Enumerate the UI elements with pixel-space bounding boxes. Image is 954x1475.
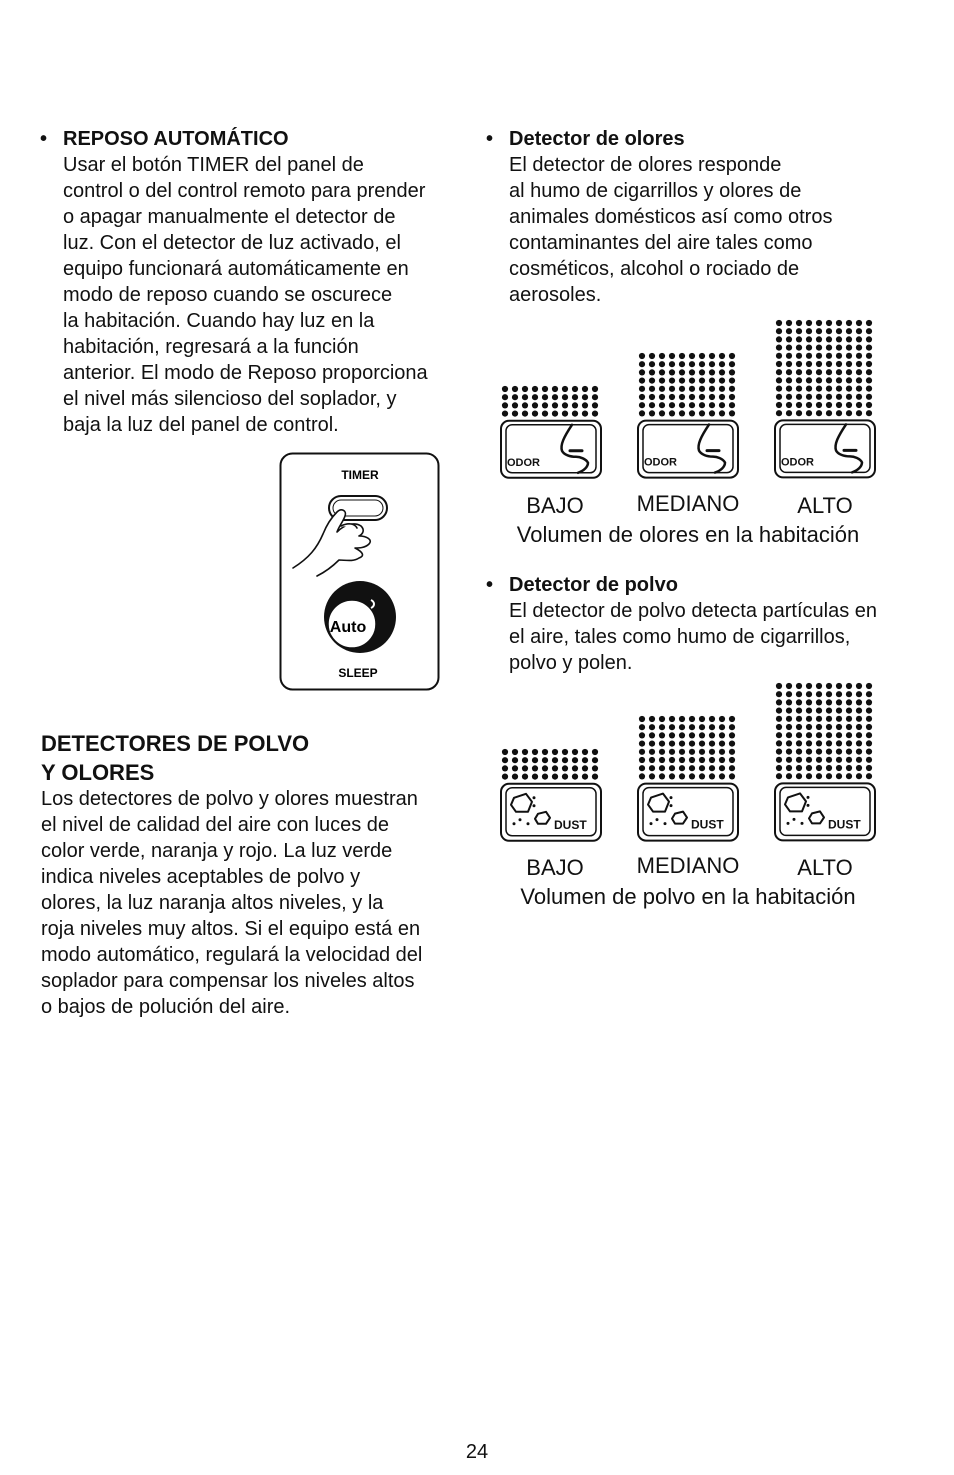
- text-line: El detector de polvo detecta partículas en: [509, 600, 878, 622]
- text-line: soplador para compensar los niveles altos: [41, 970, 415, 992]
- dust-icon: [500, 748, 602, 846]
- odor-icon: [500, 385, 602, 483]
- svg-text:ODOR: ODOR: [781, 456, 814, 469]
- text-line: el nivel más silencioso del soplador, y: [63, 388, 397, 410]
- sleep-label: SLEEP: [338, 666, 378, 680]
- detectores-body: [41, 786, 471, 1020]
- reposo-body: [63, 152, 483, 438]
- odor-level-low: BAJO: [526, 493, 584, 518]
- polvo-body: [509, 598, 939, 676]
- text-line: roja niveles muy altos. Si el equipo está en: [41, 918, 421, 940]
- svg-text:DUST: DUST: [691, 817, 724, 832]
- timer-label: TIMER: [341, 468, 379, 482]
- dust-icon: [774, 682, 876, 846]
- text-line: anterior. El modo de Reposo proporciona: [63, 362, 428, 384]
- text-line: equipo funcionará automáticamente en: [63, 258, 409, 280]
- odor-low-illustration: [500, 385, 602, 483]
- text-line: aerosoles.: [509, 284, 602, 306]
- dust-level-medium: MEDIANO: [636, 853, 740, 878]
- text-line: polvo y polen.: [509, 652, 633, 674]
- text-line: contaminantes del aire tales como: [509, 232, 813, 254]
- text-line: cosméticos, alcohol o rociado de: [509, 258, 800, 280]
- text-line: Usar el botón TIMER del panel de: [63, 154, 364, 176]
- text-line: indica niveles aceptables de polvo y: [41, 866, 361, 888]
- reposo-title: REPOSO AUTOMÁTICO: [63, 128, 289, 150]
- svg-text:DUST: DUST: [554, 817, 587, 832]
- dust-high-illustration: [774, 682, 876, 846]
- section-heading-line1: DETECTORES DE POLVO: [41, 731, 310, 756]
- dust-low-illustration: [500, 748, 602, 846]
- odor-level-medium: MEDIANO: [636, 491, 740, 516]
- odor-medium-illustration: [637, 352, 739, 483]
- bullet: •: [486, 128, 494, 150]
- text-line: El detector de olores responde: [509, 154, 782, 176]
- odor-level-high: ALTO: [797, 493, 853, 518]
- dust-icon: [637, 715, 739, 846]
- text-line: baja la luz del panel de control.: [63, 414, 339, 436]
- odor-high-illustration: [774, 319, 876, 483]
- text-line: luz. Con el detector de luz activado, el: [63, 232, 401, 254]
- svg-text:DUST: DUST: [828, 817, 861, 832]
- olores-body: [509, 152, 929, 308]
- text-line: el aire, tales como humo de cigarrillos,: [509, 626, 851, 648]
- svg-text:ODOR: ODOR: [644, 456, 677, 469]
- control-panel-illustration: [279, 452, 440, 691]
- auto-label: Auto: [329, 619, 367, 636]
- text-line: o apagar manualmente el detector de: [63, 206, 396, 228]
- odor-icon: [774, 319, 876, 483]
- polvo-title: Detector de polvo: [509, 574, 678, 596]
- dust-caption: Volumen de polvo en la habitación: [520, 884, 856, 909]
- text-line: animales domésticos así como otros: [509, 206, 833, 228]
- page-number: 24: [465, 1441, 489, 1463]
- control-panel-svg: [279, 452, 440, 691]
- odor-caption: Volumen de olores en la habitación: [516, 522, 860, 547]
- dust-level-low: BAJO: [526, 855, 584, 880]
- dust-medium-illustration: [637, 715, 739, 846]
- bullet: •: [40, 128, 48, 150]
- olores-title: Detector de olores: [509, 128, 685, 150]
- text-line: habitación, regresará a la función: [63, 336, 359, 358]
- text-line: modo automático, regulará la velocidad del: [41, 944, 423, 966]
- dust-level-high: ALTO: [797, 855, 853, 880]
- text-line: olores, la luz naranja altos niveles, y la: [41, 892, 384, 914]
- text-line: la habitación. Cuando hay luz en la: [63, 310, 375, 332]
- section-heading-line2: Y OLORES: [41, 760, 155, 785]
- text-line: el nivel de calidad del aire con luces de: [41, 814, 389, 836]
- odor-icon: [637, 352, 739, 483]
- text-line: color verde, naranja y rojo. La luz verde: [41, 840, 393, 862]
- text-line: control o del control remoto para prender: [63, 180, 426, 202]
- svg-text:ODOR: ODOR: [507, 456, 540, 469]
- bullet: •: [486, 574, 494, 596]
- text-line: al humo de cigarrillos y olores de: [509, 180, 802, 202]
- text-line: modo de reposo cuando se oscurece: [63, 284, 393, 306]
- text-line: Los detectores de polvo y olores muestran: [41, 788, 418, 810]
- text-line: o bajos de polución del aire.: [41, 996, 291, 1018]
